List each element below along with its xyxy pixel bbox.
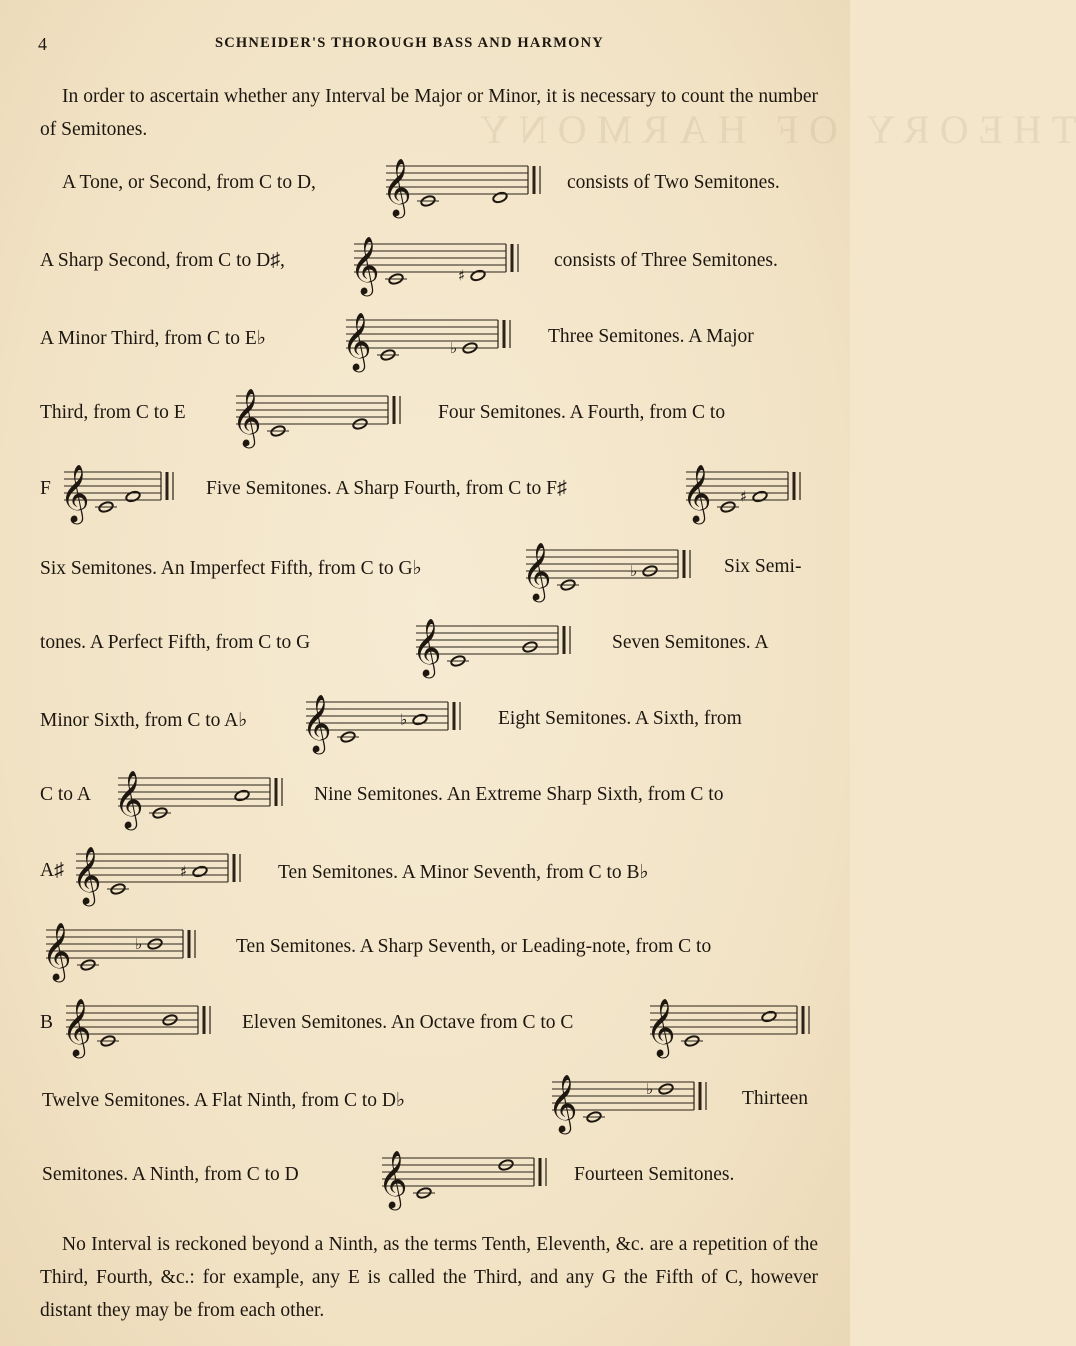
flat-icon: ♭: [135, 935, 143, 953]
music-staff-example: [520, 534, 700, 613]
whole-note-d: [470, 269, 486, 282]
treble-clef-icon: 𝄞: [350, 236, 380, 294]
interval-text: Minor Sixth, from C to A♭: [40, 710, 248, 731]
music-staff-example: [380, 150, 550, 229]
interval-text: Fourteen Semitones.: [574, 1164, 735, 1185]
whole-note-a: [192, 865, 208, 878]
treble-clef-icon: 𝄞: [62, 998, 92, 1056]
staff-svg: [58, 456, 183, 530]
music-staff-example: [112, 762, 292, 841]
music-staff-example: [546, 1066, 716, 1145]
interval-text: consists of Two Semitones.: [567, 172, 780, 193]
interval-text: Five Semitones. A Sharp Fourth, from C to F♯: [206, 478, 567, 499]
treble-clef-icon: 𝄞: [522, 542, 552, 600]
staff-svg: [380, 150, 550, 224]
interval-line: [40, 990, 820, 1064]
staff-svg: [230, 380, 410, 454]
interval-text: Third, from C to E: [40, 402, 186, 423]
staff-svg: [680, 456, 810, 530]
interval-text: Twelve Semitones. A Flat Ninth, from C to D♭: [42, 1090, 406, 1111]
staff-svg: [340, 304, 520, 378]
interval-line: [40, 686, 820, 760]
staff-svg: [112, 762, 292, 836]
interval-line: [40, 534, 820, 608]
interval-line: [40, 914, 820, 988]
interval-text: Eight Semitones. A Sixth, from: [498, 708, 742, 729]
whole-note-c2: [761, 1010, 777, 1023]
running-header: SCHNEIDER'S THOROUGH BASS AND HARMONY: [215, 35, 604, 51]
interval-line: [40, 304, 820, 378]
interval-line: [40, 150, 820, 224]
treble-clef-icon: 𝄞: [382, 158, 412, 216]
music-staff-example: [40, 914, 205, 993]
music-staff-example: [60, 990, 220, 1069]
interval-text: Four Semitones. A Fourth, from C to: [438, 402, 726, 423]
interval-text: A Sharp Second, from C to D♯,: [40, 250, 285, 271]
flat-icon: ♭: [646, 1080, 654, 1098]
staff-svg: [40, 914, 205, 988]
closing-paragraph: No Interval is reckoned beyond a Ninth, as the terms Tenth, Eleventh, &c. are a repetition of the Third, Fourth, &c.: for example, any E is called the Third, and any G the Fifth of C, however distant they may be from each other.: [40, 1234, 818, 1321]
music-staff-example: [340, 304, 520, 383]
treble-clef-icon: 𝄞: [682, 464, 712, 522]
music-staff-example: [644, 990, 819, 1069]
interval-line: [40, 838, 820, 912]
interval-line: [40, 1066, 820, 1140]
treble-clef-icon: 𝄞: [342, 312, 372, 370]
staff-svg: [520, 534, 700, 608]
interval-text: A Tone, or Second, from C to D,: [62, 172, 316, 193]
whole-note-f: [752, 490, 768, 503]
music-staff-example: [300, 686, 470, 765]
sharp-icon: ♯: [740, 487, 748, 506]
music-staff-example: [348, 228, 528, 307]
music-staff-example: [230, 380, 410, 459]
interval-text: Six Semi-: [724, 556, 802, 577]
interval-text: tones. A Perfect Fifth, from C to G: [40, 632, 311, 653]
interval-text: C to A: [40, 784, 91, 805]
treble-clef-icon: 𝄞: [646, 998, 676, 1056]
music-staff-example: [70, 838, 250, 917]
treble-clef-icon: 𝄞: [72, 846, 102, 904]
interval-text: Nine Semitones. An Extreme Sharp Sixth, from C to: [314, 784, 724, 805]
whole-note-f: [125, 490, 141, 503]
interval-line: [40, 1142, 820, 1216]
sharp-icon: ♯: [180, 862, 188, 881]
interval-text: Ten Semitones. A Minor Seventh, from C to B♭: [278, 862, 649, 883]
interval-line: [40, 456, 820, 530]
interval-text: A Minor Third, from C to E♭: [40, 328, 267, 349]
interval-text: F: [40, 478, 51, 499]
bleed-through: THEORY OF HARMONY: [470, 107, 1076, 152]
interval-line: [40, 610, 820, 684]
staff-svg: [300, 686, 470, 760]
interval-text: Semitones. A Ninth, from C to D: [42, 1164, 299, 1185]
intro-paragraph: In order to ascertain whether any Interval be Major or Minor, it is necessary to count the number of Semitones.: [40, 86, 818, 140]
interval-text: Ten Semitones. A Sharp Seventh, or Leading-note, from C to: [236, 936, 712, 957]
staff-svg: [60, 990, 220, 1064]
interval-text: consists of Three Semitones.: [554, 250, 778, 271]
flat-icon: ♭: [450, 339, 458, 357]
staff-svg: [70, 838, 250, 912]
treble-clef-icon: 𝄞: [114, 770, 144, 828]
staff-svg: [348, 228, 528, 302]
interval-text: Six Semitones. An Imperfect Fifth, from C to G♭: [40, 558, 422, 579]
treble-clef-icon: 𝄞: [412, 618, 442, 676]
interval-line: [40, 762, 820, 836]
interval-text: Seven Semitones. A: [612, 632, 769, 653]
whole-note-d: [492, 191, 508, 204]
interval-line: [40, 228, 820, 302]
interval-text: Three Semitones. A Major: [548, 326, 754, 347]
staff-svg: [376, 1142, 556, 1216]
flat-icon: ♭: [400, 710, 408, 729]
interval-line: [40, 380, 820, 454]
sharp-icon: ♯: [458, 266, 466, 285]
interval-text: Eleven Semitones. An Octave from C to C: [242, 1012, 574, 1033]
staff-svg: [644, 990, 819, 1064]
treble-clef-icon: 𝄞: [232, 388, 262, 446]
interval-text: A♯: [40, 860, 64, 881]
treble-clef-icon: 𝄞: [378, 1150, 408, 1208]
treble-clef-icon: 𝄞: [42, 922, 72, 980]
flat-icon: ♭: [630, 562, 638, 580]
treble-clef-icon: 𝄞: [302, 694, 332, 752]
interval-text: Thirteen: [742, 1088, 809, 1109]
music-staff-example: [410, 610, 580, 689]
music-staff-example: [58, 456, 183, 535]
staff-svg: [546, 1066, 716, 1140]
staff-svg: [410, 610, 580, 684]
interval-text: B: [40, 1012, 54, 1033]
music-staff-example: [376, 1142, 556, 1221]
page-number: 4: [38, 34, 47, 54]
treble-clef-icon: 𝄞: [548, 1074, 578, 1132]
whole-note-a: [412, 713, 428, 726]
whole-note-a: [234, 789, 250, 802]
music-staff-example: [680, 456, 810, 535]
treble-clef-icon: 𝄞: [60, 464, 90, 522]
